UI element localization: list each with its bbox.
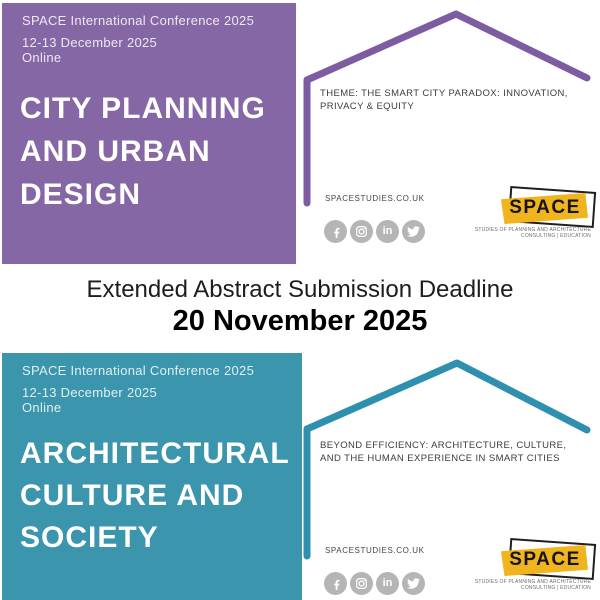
conference-dates: 12-13 December 2025: [22, 385, 158, 400]
poster-title-line: CITY PLANNING: [20, 92, 266, 125]
instagram-icon[interactable]: [350, 220, 373, 243]
conference-format: Online: [22, 400, 62, 415]
deadline-banner: [0, 264, 600, 352]
conference-name: SPACE International Conference 2025: [22, 363, 255, 378]
social-icons: [324, 220, 425, 243]
conference-format: Online: [22, 50, 62, 65]
bottom-poster-section: [0, 352, 600, 600]
poster-title: [20, 433, 290, 559]
deadline-date: 20 November 2025: [172, 305, 428, 337]
bottom-color-panel: [2, 353, 302, 600]
top-color-panel: [2, 3, 296, 264]
linkedin-icon[interactable]: [376, 220, 399, 243]
linkedin-icon[interactable]: [376, 572, 399, 595]
twitter-icon[interactable]: [402, 572, 425, 595]
theme-line: THEME: THE SMART CITY PARADOX: INNOVATION,: [320, 88, 568, 99]
poster-title-line: AND URBAN: [20, 135, 211, 168]
theme-line: BEYOND EFFICIENCY: ARCHITECTURE, CULTURE,: [320, 440, 567, 451]
twitter-icon[interactable]: [402, 220, 425, 243]
website-url[interactable]: SPACESTUDIES.CO.UK: [325, 194, 425, 203]
conference-dates: 12-13 December 2025: [22, 35, 158, 50]
logo-tagline: [475, 579, 591, 591]
instagram-icon[interactable]: [350, 572, 373, 595]
facebook-icon[interactable]: [324, 572, 347, 595]
theme-line: PRIVACY & EQUITY: [320, 101, 415, 112]
space-logo: [474, 540, 594, 591]
linkedin-glyph: in: [382, 225, 393, 237]
poster-title-line: SOCIETY: [20, 521, 159, 554]
top-poster-section: [0, 0, 600, 264]
logo-tagline-line: STUDIES OF PLANNING AND ARCHITECTURE: [474, 579, 591, 585]
facebook-icon[interactable]: [324, 220, 347, 243]
logo-tagline-line: CONSULTING | EDUCATION: [521, 585, 591, 591]
logo-tagline-line: CONSULTING | EDUCATION: [521, 233, 591, 239]
poster-title-line: DESIGN: [20, 178, 142, 211]
conference-date-location: [22, 385, 157, 415]
poster-title-line: ARCHITECTURAL: [20, 437, 290, 470]
linkedin-glyph: in: [382, 577, 393, 589]
poster-title-line: CULTURE AND: [20, 479, 245, 512]
space-logo: [474, 188, 594, 239]
logo-wordmark: SPACE: [509, 197, 581, 218]
poster-title: [20, 87, 266, 216]
theme-statement: [320, 439, 566, 465]
theme-line: AND THE HUMAN EXPERIENCE IN SMART CITIES: [320, 453, 560, 464]
conference-name: SPACE International Conference 2025: [22, 13, 255, 28]
logo-tagline: [475, 227, 591, 239]
website-url[interactable]: SPACESTUDIES.CO.UK: [325, 546, 425, 555]
logo-wordmark: SPACE: [509, 549, 581, 570]
deadline-heading: Extended Abstract Submission Deadline: [86, 276, 514, 303]
conference-date-location: [22, 35, 157, 65]
logo-tagline-line: STUDIES OF PLANNING AND ARCHITECTURE: [474, 227, 591, 233]
social-icons: [324, 572, 425, 595]
theme-statement: [320, 87, 568, 113]
